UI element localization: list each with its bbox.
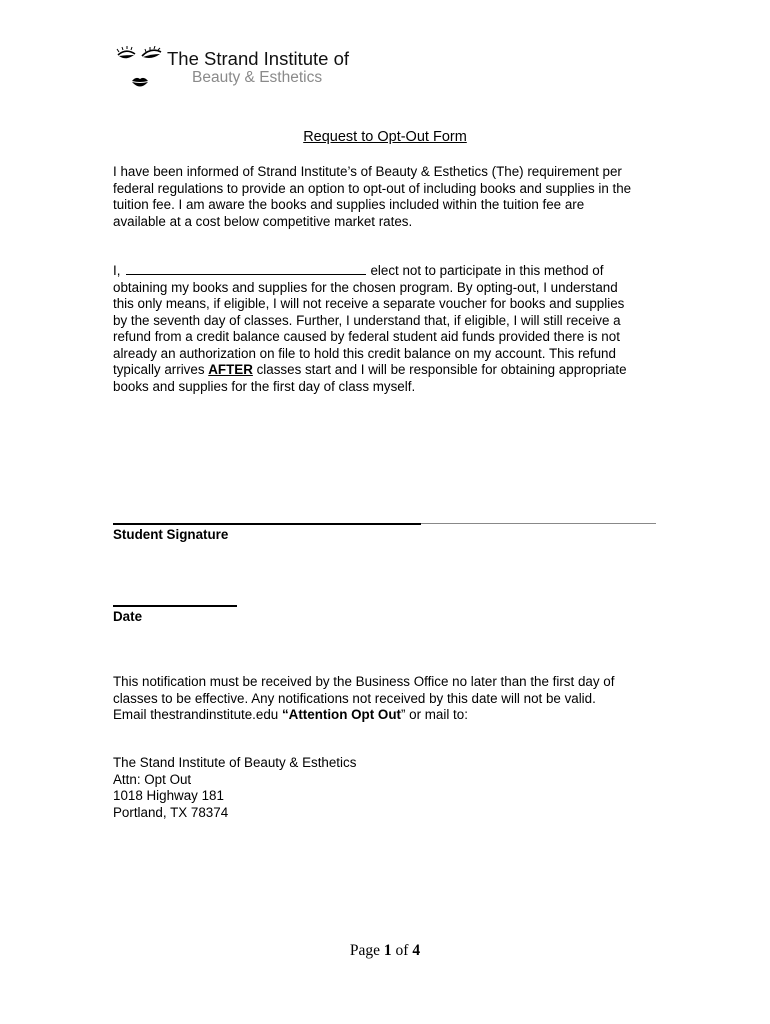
intro-line: I have been informed of Strand Institute’s of Beauty & Esthetics (The) requirement per [113,164,622,179]
of-word: of [395,942,409,959]
intro-line: tuition fee. I am aware the books and supplies included within the tuition fee are [113,197,585,212]
date-line[interactable] [113,605,237,607]
statement-prefix: I, [113,263,121,278]
statement-line: this only means, if eligible, I will not receive a separate voucher for books and supplies [113,296,625,311]
address-name: The Stand Institute of Beauty & Esthetics [113,755,357,770]
form-title: Request to Opt-Out Form [303,129,467,145]
statement-line: obtaining my books and supplies for the chosen program. By opting-out, I understand [113,279,618,295]
statement-line: already an authorization on file to hold this credit balance on my account. This refund [113,345,616,361]
page-word: Page [349,942,381,959]
signature-line-segment [113,523,421,525]
statement-line: by the seventh day of classes. Further, I understand that, if eligible, I will still receive a [113,312,621,328]
mailing-address [113,755,658,821]
email-suffix: ” or mail to: [400,707,468,722]
typically-prefix: typically arrives [113,362,209,377]
name-blank-field[interactable] [126,263,366,275]
notice-email-line [113,707,658,724]
eye-icon [117,46,135,58]
intro-line: federal regulations to provide an option to opt-out of including books and supplies in the [113,180,632,196]
lips-icon [132,78,148,87]
notice-paragraph [113,674,658,724]
address-street: 1018 Highway 181 [113,788,224,803]
institute-subtitle: Beauty & Esthetics [192,69,323,86]
statement-first-line [113,263,658,280]
institute-name: The Strand Institute of [167,48,350,69]
logo-emblem [116,46,168,92]
statement-line: books and supplies for the first day of class myself. [113,378,416,394]
intro-paragraph [113,164,658,230]
intro-line: available at a cost below competitive market rates. [113,213,413,229]
page-number [0,942,770,960]
eye-icon [142,46,161,58]
total-pages: 4 [412,942,421,959]
statement-after-line [113,362,658,379]
typically-suffix: classes start and I will be responsible for obtaining appropriate [252,362,627,377]
opt-out-statement [113,263,658,395]
current-page: 1 [383,942,392,959]
date-label: Date [113,609,143,624]
email-prefix: Email thestrandinstitute.edu [113,707,282,722]
address-city: Portland, TX 78374 [113,804,229,820]
statement-line: refund from a credit balance caused by federal student aid funds provided there is not [113,329,620,344]
address-attn: Attn: Opt Out [113,771,192,787]
after-emphasis: AFTER [208,362,253,377]
notice-line: classes to be effective. Any notifications not received by this date will not be valid. [113,690,596,706]
statement-after-blank: elect not to participate in this method of [370,263,604,278]
institute-logo [116,44,416,94]
student-signature-label: Student Signature [113,527,229,542]
notice-line: This notification must be received by the Business Office no later than the first day of [113,674,615,689]
attention-opt-out: “Attention Opt Out [281,707,401,722]
